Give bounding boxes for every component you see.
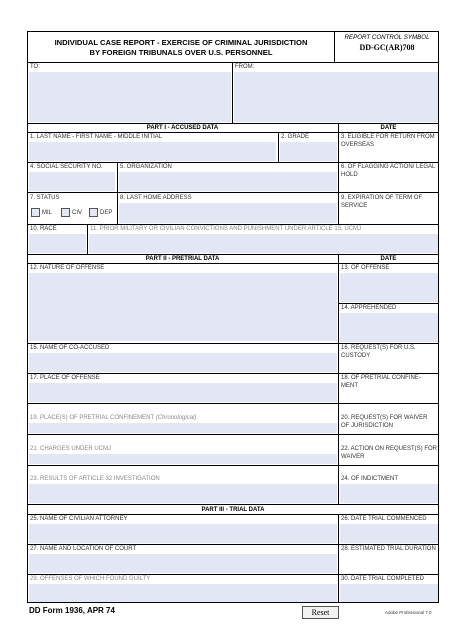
ucmj-charges-field[interactable]	[29, 454, 337, 464]
field3-label: 3. ELIGIBLE FOR RETURN FROM OVERSEAS	[341, 134, 435, 148]
field17-label: 17. PLACE OF OFFENSE	[30, 375, 100, 381]
part1-title: PART I - ACCUSED DATA	[146, 125, 219, 131]
field4-label: 4. SOCIAL SECURITY NO.	[30, 164, 103, 170]
field22-label: 22. ACTION ON REQUEST(S) FOR WAIVER	[341, 446, 438, 460]
field19-label-text: 19. PLACE(S) OF PRETRIAL CONFINEMENT	[30, 415, 155, 421]
field30-label: 30. DATE TRIAL COMPLETED	[341, 576, 424, 582]
from-field[interactable]	[234, 72, 438, 122]
field19-note: (Chronological)	[155, 415, 197, 421]
field7-label: 7. STATUS	[30, 195, 60, 201]
organization-field[interactable]	[119, 172, 337, 191]
field5-label: 5. ORGANIZATION	[120, 164, 172, 170]
field18-label: 18. OF PRETRIAL CONFINE- MENT	[341, 375, 421, 389]
field21-label: 21. CHARGES UNDER UCMJ	[30, 446, 112, 452]
court-field[interactable]	[29, 554, 337, 573]
reset-button[interactable]: Reset	[302, 606, 339, 619]
field10-label: 10. RACE	[30, 226, 57, 232]
race-field[interactable]	[29, 234, 86, 253]
indictment-date-field[interactable]	[340, 484, 438, 503]
article32-results-field[interactable]	[29, 484, 337, 503]
status-dep-checkbox[interactable]	[89, 208, 98, 217]
place-of-offense-field[interactable]	[29, 383, 337, 402]
form-number: DD Form 1936, APR 74	[29, 606, 115, 615]
report-control-symbol	[335, 34, 439, 53]
part3-title: PART III - TRIAL DATA	[201, 507, 265, 513]
name-field[interactable]	[29, 142, 276, 161]
civilian-attorney-field[interactable]	[29, 524, 337, 543]
status-dep-label: DEP	[100, 210, 113, 216]
field23-label: 23. RESULTS OF ARTICLE 32 INVESTIGATION	[30, 476, 160, 482]
status-civ-checkbox[interactable]	[61, 208, 70, 217]
field6-label: 6. OF FLAGGING ACTION/ LEGAL HOLD	[341, 164, 436, 178]
field28-label: 28. ESTIMATED TRIAL DURATION	[341, 546, 436, 552]
to-field[interactable]	[29, 72, 231, 122]
offenses-guilty-field[interactable]	[29, 584, 337, 602]
nature-of-offense-field[interactable]	[29, 273, 337, 341]
home-address-field[interactable]	[119, 203, 337, 223]
part1-date-header: DATE	[380, 125, 397, 131]
pretrial-confinement-places-field[interactable]	[29, 423, 337, 433]
report-control-code: DD-GC(AR)708	[359, 43, 415, 52]
field20-label: 20. REQUEST(S) FOR WAIVER OF JURISDICTION	[341, 415, 428, 429]
field8-label: 8. LAST HOME ADDRESS	[120, 195, 192, 201]
field16-label: 16. REQUEST(S) FOR U.S. CUSTODY	[341, 345, 416, 359]
trial-completed-field[interactable]	[340, 584, 438, 602]
field12-label: 12. NATURE OF OFFENSE	[30, 265, 105, 271]
co-accused-field[interactable]	[29, 353, 337, 372]
field9-label: 9. EXPIRATION OF TERM OF SERVICE	[341, 195, 423, 209]
field29-label: 29. OFFENSES OF WHICH FOUND GUILTY	[30, 576, 151, 582]
form-title-line2: BY FOREIGN TRIBUNALS OVER U.S. PERSONNEL	[89, 48, 273, 57]
field26-label: 26. DATE TRIAL COMMENCED	[341, 516, 427, 522]
field15-label: 15. NAME OF CO-ACCUSED	[30, 345, 110, 351]
field19-label	[30, 415, 196, 422]
field24-label: 24. OF INDICTMENT	[341, 476, 399, 482]
form-title-line1: INDIVIDUAL CASE REPORT - EXERCISE OF CRIMINAL JURISDICTION	[54, 38, 308, 47]
field2-label: 2. GRADE	[281, 134, 310, 140]
form-title	[28, 38, 334, 58]
field1-label: 1. LAST NAME - FIRST NAME - MIDDLE INITIAL	[30, 134, 163, 140]
ssn-field[interactable]	[29, 172, 115, 191]
prior-convictions-field[interactable]	[89, 234, 438, 253]
from-label: FROM:	[235, 64, 255, 70]
offense-date-field[interactable]	[340, 273, 438, 302]
to-label: TO:	[30, 64, 40, 70]
software-credit: Adobe Professional 7.0	[385, 610, 432, 615]
field14-label: 14. APPREHENDED	[341, 305, 397, 311]
report-control-label: REPORT CONTROL SYMBOL	[344, 34, 430, 41]
apprehended-date-field[interactable]	[340, 313, 438, 342]
trial-commenced-field[interactable]	[340, 524, 438, 543]
status-civ-label: CIV	[72, 210, 83, 216]
field13-label: 13. OF OFFENSE	[341, 265, 390, 271]
status-mil-checkbox[interactable]	[31, 208, 40, 217]
part2-date-header: DATE	[380, 256, 397, 262]
status-mil-label: MIL	[42, 210, 53, 216]
part2-title: PART II - PRETRIAL DATA	[145, 256, 220, 262]
field25-label: 25. NAME OF CIVILIAN ATTORNEY	[30, 516, 128, 522]
field27-label: 27. NAME AND LOCATION OF COURT	[30, 546, 137, 552]
grade-field[interactable]	[280, 142, 337, 161]
field11-label: 11. PRIOR MILITARY OR CIVILIAN CONVICTIONS AND PUNISHMENT UNDER ARTICLE 15, UCMJ	[90, 226, 362, 232]
